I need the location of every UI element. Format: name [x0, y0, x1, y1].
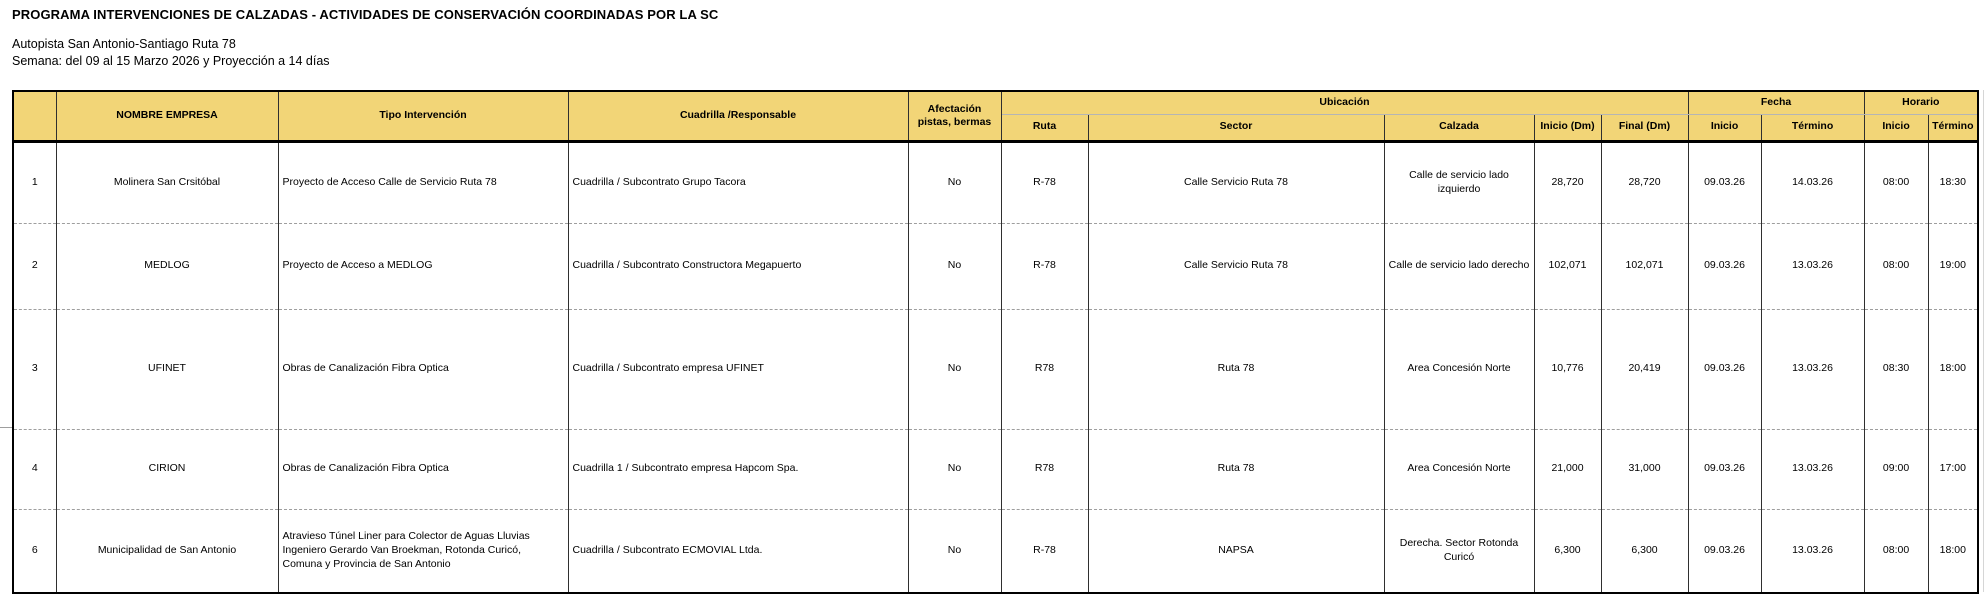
ruta-cell: R-78	[1001, 223, 1088, 309]
fecha-termino-cell: 14.03.26	[1761, 141, 1864, 223]
empresa-cell: Molinera San Crsitóbal	[56, 141, 278, 223]
header-group-ubicacion: Ubicación	[1001, 91, 1688, 114]
empresa-cell: MEDLOG	[56, 223, 278, 309]
fecha-inicio-cell: 09.03.26	[1688, 309, 1761, 429]
header-inicio-dm: Inicio (Dm)	[1534, 114, 1601, 141]
header-index	[13, 91, 56, 141]
table-row	[13, 309, 1978, 429]
page-title: PROGRAMA INTERVENCIONES DE CALZADAS - ACTIVIDADES DE CONSERVACIÓN COORDINADAS POR LA SC	[12, 7, 719, 22]
subtitle-week: Semana: del 09 al 15 Marzo 2026 y Proyección a 14 días	[12, 54, 330, 68]
table-header	[13, 91, 1978, 141]
header-sector: Sector	[1088, 114, 1384, 141]
table-row	[13, 141, 1978, 223]
horario-inicio-cell: 08:00	[1864, 141, 1928, 223]
calzada-cell: Area Concesión Norte	[1384, 429, 1534, 509]
header-group-row	[13, 91, 1978, 114]
row-number-cell: 1	[13, 141, 56, 223]
sector-cell: Calle Servicio Ruta 78	[1088, 223, 1384, 309]
header-final-dm: Final (Dm)	[1601, 114, 1688, 141]
final-dm-cell: 6,300	[1601, 509, 1688, 593]
inicio-dm-cell: 102,071	[1534, 223, 1601, 309]
subtitle-route: Autopista San Antonio-Santiago Ruta 78	[12, 37, 236, 51]
cuadrilla-cell: Cuadrilla / Subcontrato empresa UFINET	[568, 309, 908, 429]
calzada-cell: Derecha. Sector Rotonda Curicó	[1384, 509, 1534, 593]
fecha-termino-cell: 13.03.26	[1761, 309, 1864, 429]
header-group-fecha: Fecha	[1688, 91, 1864, 114]
horario-inicio-cell: 08:30	[1864, 309, 1928, 429]
horario-termino-cell: 18:00	[1928, 309, 1978, 429]
inicio-dm-cell: 21,000	[1534, 429, 1601, 509]
horario-inicio-cell: 09:00	[1864, 429, 1928, 509]
afectacion-cell: No	[908, 141, 1001, 223]
ruta-cell: R-78	[1001, 141, 1088, 223]
ruta-cell: R78	[1001, 309, 1088, 429]
sector-cell: NAPSA	[1088, 509, 1384, 593]
calzada-cell: Calle de servicio lado derecho	[1384, 223, 1534, 309]
sector-cell: Calle Servicio Ruta 78	[1088, 141, 1384, 223]
fecha-termino-cell: 13.03.26	[1761, 223, 1864, 309]
empresa-cell: CIRION	[56, 429, 278, 509]
inicio-dm-cell: 6,300	[1534, 509, 1601, 593]
empresa-cell: UFINET	[56, 309, 278, 429]
afectacion-cell: No	[908, 309, 1001, 429]
horario-inicio-cell: 08:00	[1864, 509, 1928, 593]
afectacion-cell: No	[908, 223, 1001, 309]
header-fecha-termino: Término	[1761, 114, 1864, 141]
horario-termino-cell: 18:30	[1928, 141, 1978, 223]
afectacion-cell: No	[908, 509, 1001, 593]
fecha-inicio-cell: 09.03.26	[1688, 429, 1761, 509]
horario-termino-cell: 17:00	[1928, 429, 1978, 509]
header-horario-inicio: Inicio	[1864, 114, 1928, 141]
cuadrilla-cell: Cuadrilla 1 / Subcontrato empresa Hapcom Spa.	[568, 429, 908, 509]
fecha-inicio-cell: 09.03.26	[1688, 509, 1761, 593]
inicio-dm-cell: 28,720	[1534, 141, 1601, 223]
final-dm-cell: 28,720	[1601, 141, 1688, 223]
header-group-horario: Horario	[1864, 91, 1978, 114]
horario-termino-cell: 18:00	[1928, 509, 1978, 593]
table-row	[13, 509, 1978, 593]
horario-termino-cell: 19:00	[1928, 223, 1978, 309]
fecha-termino-cell: 13.03.26	[1761, 509, 1864, 593]
sector-cell: Ruta 78	[1088, 309, 1384, 429]
tipo-intervencion-cell: Atravieso Túnel Liner para Colector de Aguas Lluvias Ingeniero Gerardo Van Broekman, Rotonda Curicó, Comuna y Provincia de San Antonio	[278, 509, 568, 593]
header-calzada: Calzada	[1384, 114, 1534, 141]
tipo-intervencion-cell: Proyecto de Acceso Calle de Servicio Ruta 78	[278, 141, 568, 223]
print-margin-line	[1983, 90, 1984, 592]
final-dm-cell: 102,071	[1601, 223, 1688, 309]
tipo-intervencion-cell: Proyecto de Acceso a MEDLOG	[278, 223, 568, 309]
afectacion-cell: No	[908, 429, 1001, 509]
empresa-cell: Municipalidad de San Antonio	[56, 509, 278, 593]
sector-cell: Ruta 78	[1088, 429, 1384, 509]
row-number-cell: 6	[13, 509, 56, 593]
fecha-inicio-cell: 09.03.26	[1688, 223, 1761, 309]
inicio-dm-cell: 10,776	[1534, 309, 1601, 429]
cuadrilla-cell: Cuadrilla / Subcontrato Constructora Megapuerto	[568, 223, 908, 309]
tipo-intervencion-cell: Obras de Canalización Fibra Optica	[278, 309, 568, 429]
final-dm-cell: 31,000	[1601, 429, 1688, 509]
cuadrilla-cell: Cuadrilla / Subcontrato ECMOVIAL Ltda.	[568, 509, 908, 593]
header-horario-termino: Término	[1928, 114, 1978, 141]
interventions-table	[12, 90, 1979, 594]
calzada-cell: Calle de servicio lado izquierdo	[1384, 141, 1534, 223]
header-empresa: NOMBRE EMPRESA	[56, 91, 278, 141]
header-afectacion: Afectación pistas, bermas	[908, 91, 1001, 141]
table-row	[13, 429, 1978, 509]
row-number-cell: 2	[13, 223, 56, 309]
header-tipo-intervencion: Tipo Intervención	[278, 91, 568, 141]
header-cuadrilla: Cuadrilla /Responsable	[568, 91, 908, 141]
horario-inicio-cell: 08:00	[1864, 223, 1928, 309]
tipo-intervencion-cell: Obras de Canalización Fibra Optica	[278, 429, 568, 509]
final-dm-cell: 20,419	[1601, 309, 1688, 429]
table-body	[13, 141, 1978, 593]
fecha-inicio-cell: 09.03.26	[1688, 141, 1761, 223]
row-number-cell: 4	[13, 429, 56, 509]
ruta-cell: R-78	[1001, 509, 1088, 593]
cuadrilla-cell: Cuadrilla / Subcontrato Grupo Tacora	[568, 141, 908, 223]
row-number-cell: 3	[13, 309, 56, 429]
header-fecha-inicio: Inicio	[1688, 114, 1761, 141]
table-row	[13, 223, 1978, 309]
calzada-cell: Area Concesión Norte	[1384, 309, 1534, 429]
fecha-termino-cell: 13.03.26	[1761, 429, 1864, 509]
ruta-cell: R78	[1001, 429, 1088, 509]
header-ruta: Ruta	[1001, 114, 1088, 141]
